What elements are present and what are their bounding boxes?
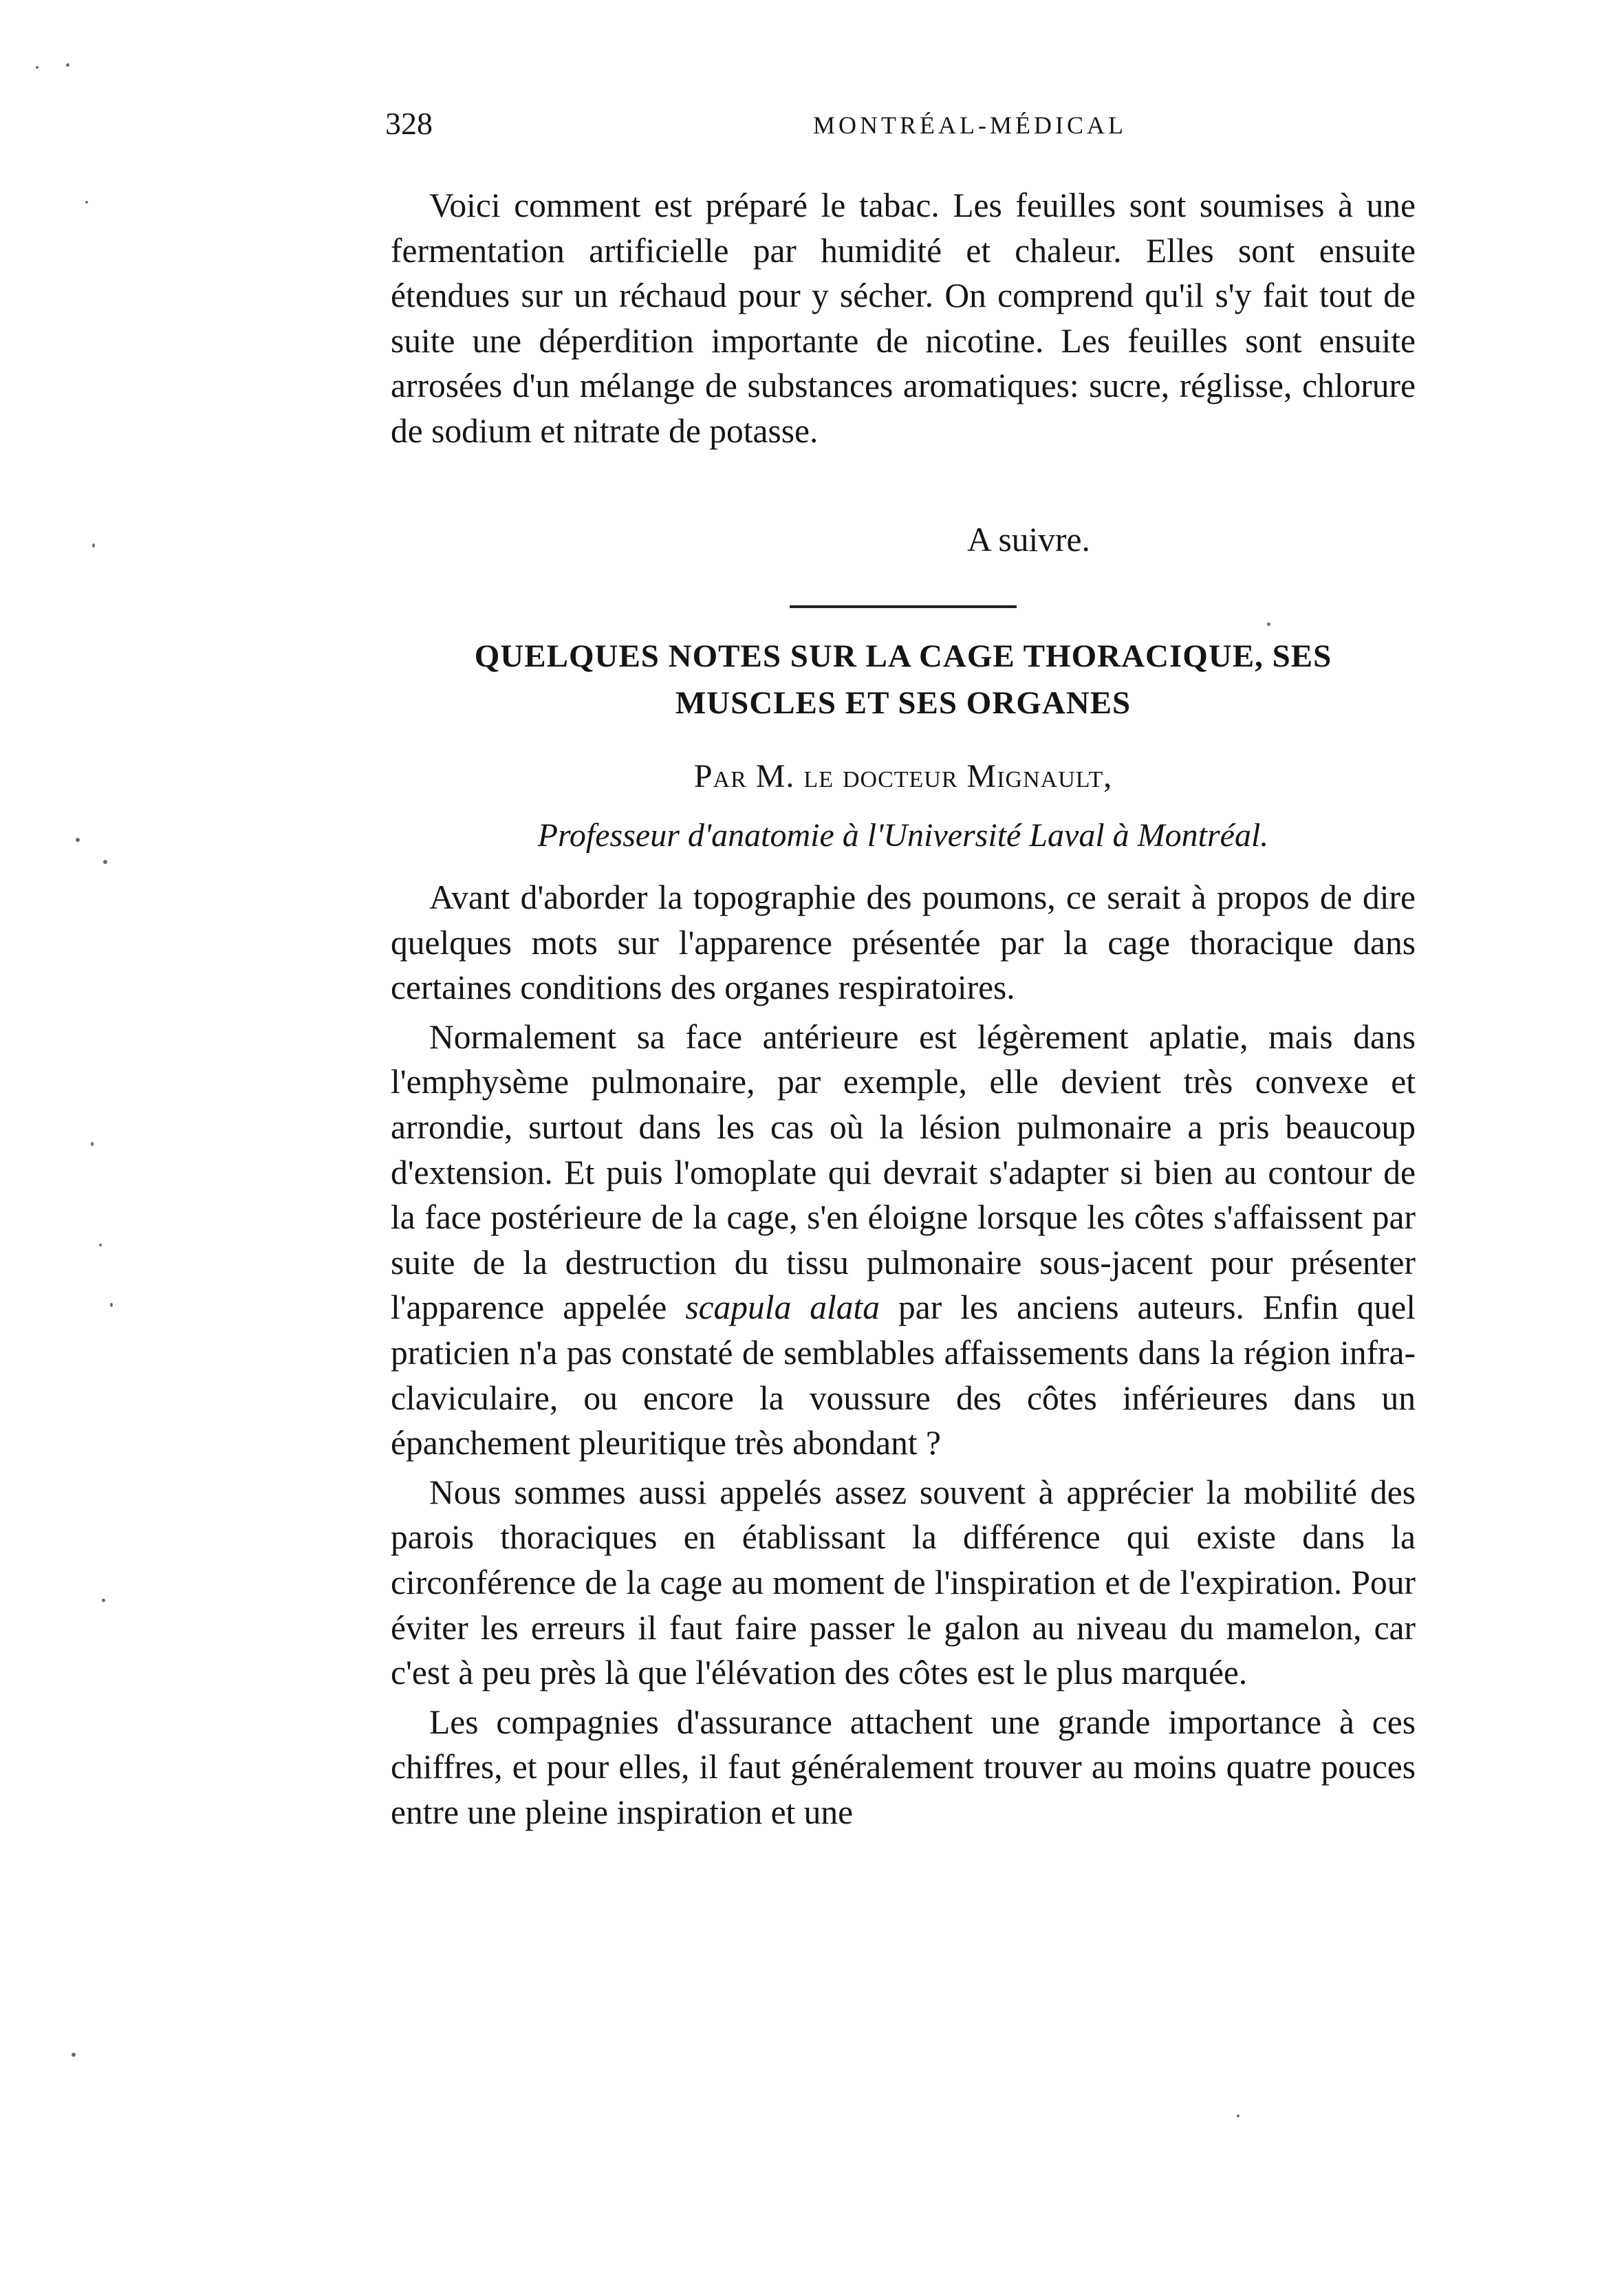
- article-author: Par M. le docteur Mignault,: [693, 758, 1113, 794]
- scan-speck: [72, 2053, 76, 2057]
- scan-speck: [103, 860, 107, 864]
- body-paragraph: Avant d'aborder la topographie des poumons, ce serait à propos de dire quelques mots sur l'apparence présentée par la cage thoracique dans certaines conditions des organes respiratoires.: [391, 878, 1416, 1007]
- scan-speck: [102, 1599, 105, 1602]
- running-head: [385, 103, 1417, 144]
- article-title-line-2: MUSCLES ET SES ORGANES: [675, 685, 1132, 721]
- previous-article-paragraph: Voici comment est préparé le tabac. Les feuilles sont soumises à une fermentation artificielle par humidité et chaleur. Elles sont ensuite étendues sur un réchaud pour y sécher. On comprend qu'il s'y fait tout de suite une déperdition importante de nicotine. Les feuilles sont ensuite arrosées d'un mélange de substances aromatiques: sucre, réglisse, chlorure de sodium et nitrate de potasse.: [391, 186, 1416, 450]
- article-body: [391, 875, 1416, 1835]
- scan-speck: [99, 1244, 102, 1246]
- body-paragraph: Les compagnies d'assurance attachent une grande importance à ces chiffres, et pour elles, il faut généralement trouver au moins quatre pouces entre une pleine inspiration et une: [391, 1702, 1416, 1831]
- article-title-line-1: QUELQUES NOTES SUR LA CAGE THORACIQUE, SES: [474, 638, 1332, 674]
- scan-speck: [36, 66, 39, 69]
- article-title: [391, 633, 1416, 726]
- to-be-continued: A suivre.: [967, 521, 1090, 559]
- scan-speck: [91, 1142, 94, 1146]
- scan-speck: [1237, 2115, 1239, 2117]
- scan-speck: [92, 543, 95, 548]
- page-number: 328: [385, 106, 433, 141]
- scan-speck: [110, 1303, 113, 1307]
- author-affiliation: Professeur d'anatomie à l'Université Laval à Montréal.: [537, 817, 1269, 854]
- latin-term: scapula alata: [685, 1288, 880, 1327]
- article-separator-rule: [790, 605, 1017, 608]
- scan-speck: [1267, 623, 1270, 626]
- previous-article-text: [391, 183, 1416, 454]
- journal-title: MONTRÉAL-MÉDICAL: [813, 111, 1127, 139]
- scan-speck: [85, 201, 88, 204]
- body-paragraph: Normalement sa face antérieure est légèrement aplatie, mais dans l'emphysème pulmonaire, par exemple, elle devient très convexe et arrondie, surtout dans les cas où la lésion pulmonaire a pris beaucoup d'extension. Et puis l'omoplate qui devrait s'adapter si bien au contour de la face postérieure de la cage, s'en éloigne lorsque les côtes s'affaissent par suite de la destruction du tissu pulmonaire sous-jacent pour présenter l'apparence appelée scapula alata par les anciens auteurs. Enfin quel praticien n'a pas constaté de semblables affaissements dans la région infra-claviculaire, ou encore la voussure des côtes inférieures dans un épanchement pleuritique très abondant ?: [391, 1017, 1416, 1462]
- body-paragraph: Nous sommes aussi appelés assez souvent à apprécier la mobilité des parois thoraciques en établissant la différence qui existe dans la circonférence de la cage au moment de l'inspiration et de l'expiration. Pour éviter les erreurs il faut faire passer le galon au niveau du mamelon, car c'est à peu près là que l'élévation des côtes est le plus marquée.: [391, 1473, 1416, 1692]
- scan-speck: [76, 838, 80, 842]
- scan-speck: [66, 63, 69, 67]
